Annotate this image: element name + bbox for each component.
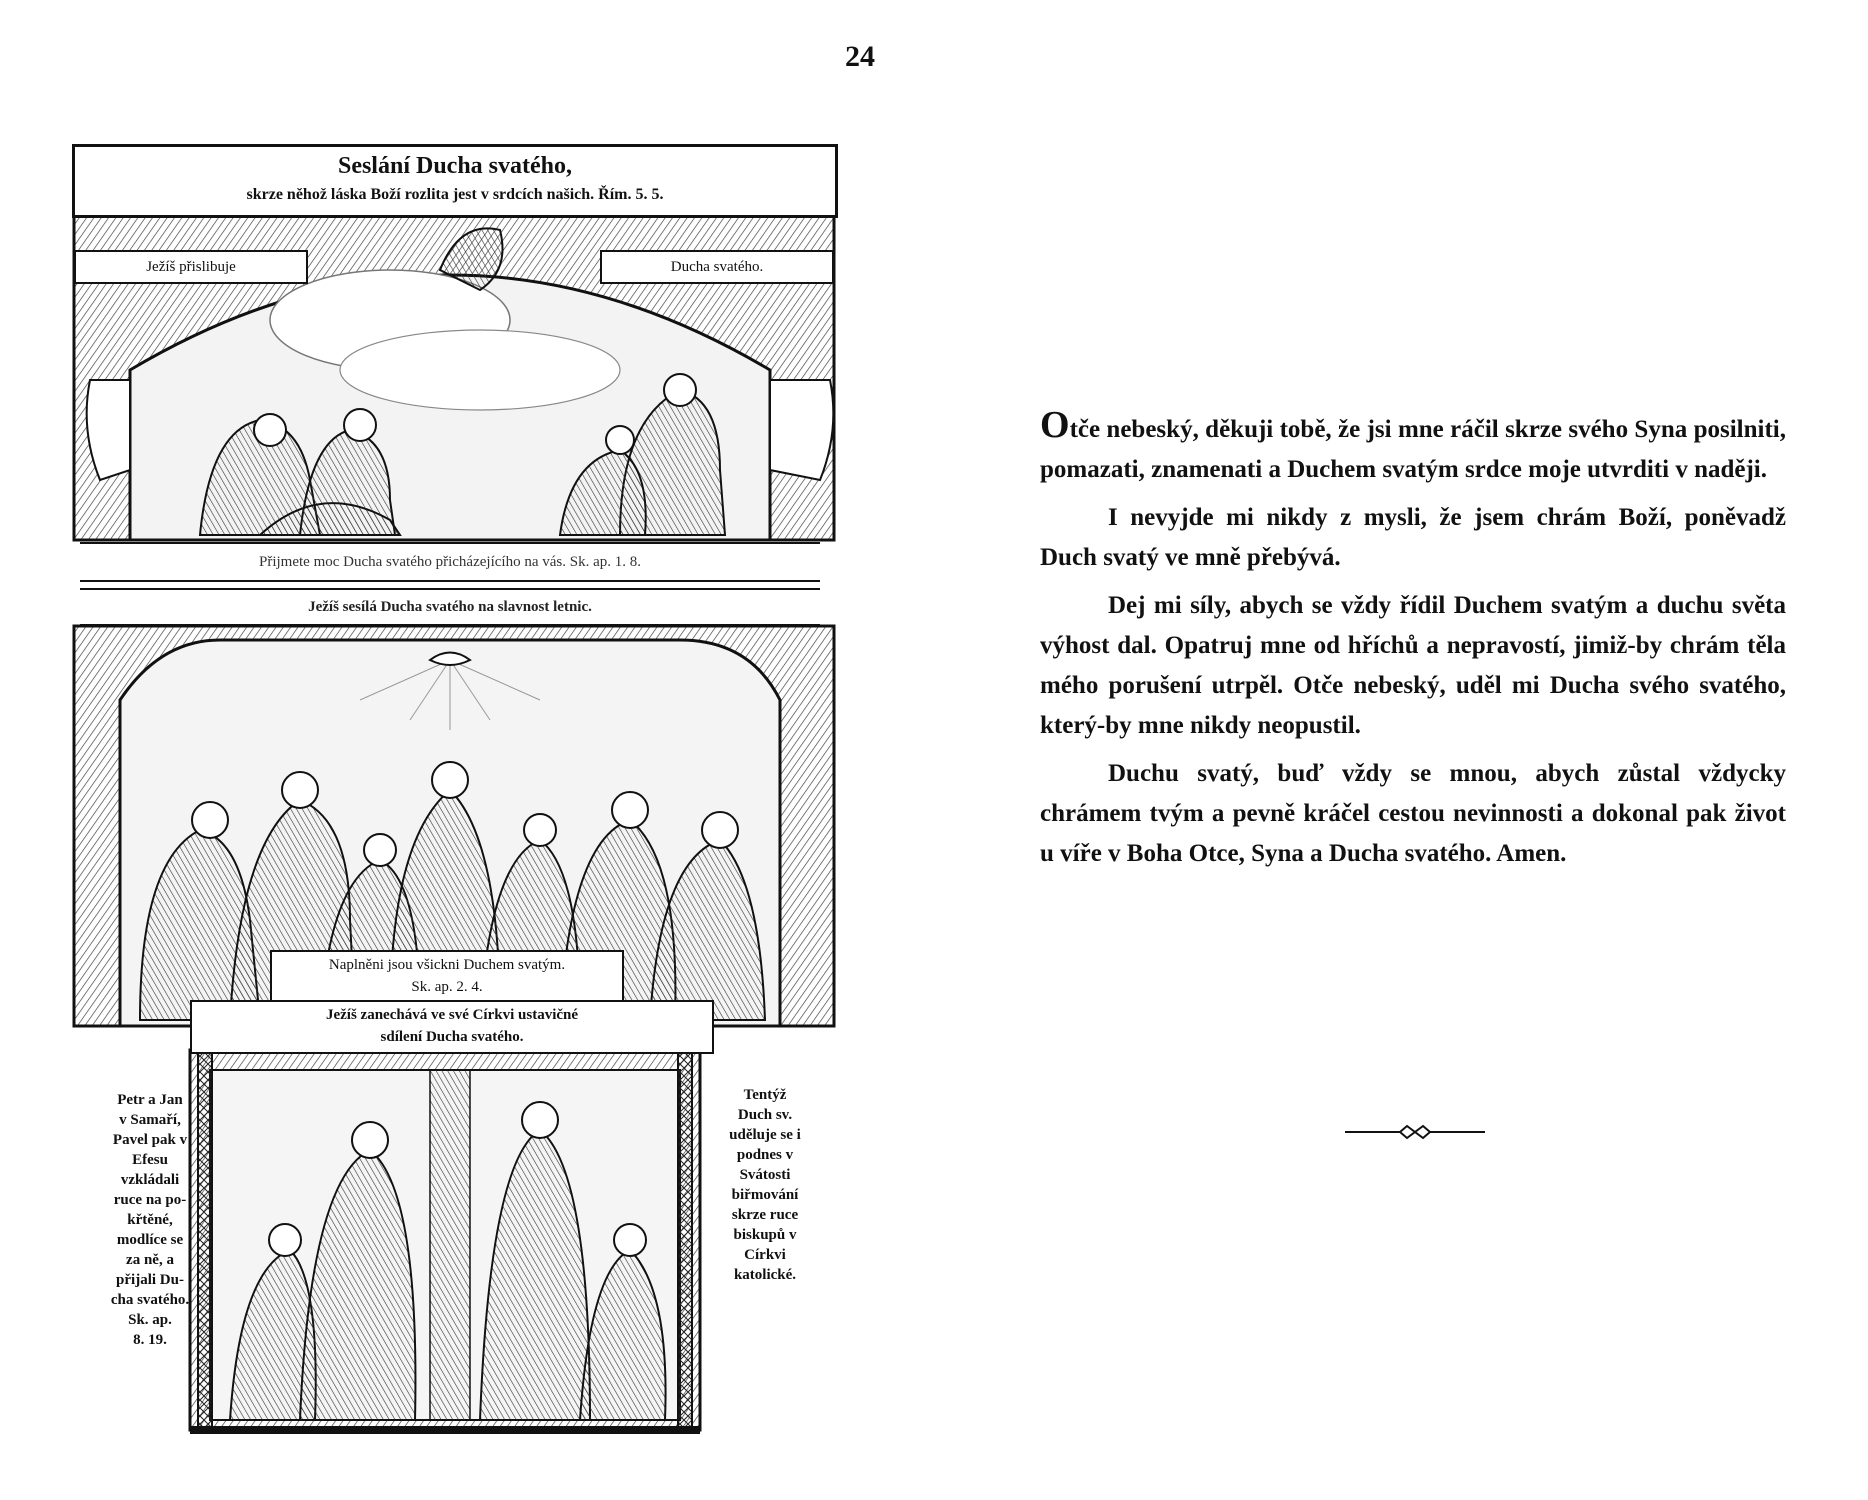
- caption-band-promise: Přijmete moc Ducha svatého přicházejícího na vás. Sk. ap. 1. 8.: [80, 542, 820, 582]
- scroll-label-right: Ducha svatého.: [600, 250, 834, 284]
- side-note-left: Petr a Jan v Samaří, Pavel pak v Efesu vzkládali ruce na po- křtěné, modlíce se za ně, a přijali Du- cha svatého. Sk. ap. 8. 19.: [110, 1092, 190, 1348]
- prayer-paragraph-1: [1040, 405, 1786, 490]
- plate-subtitle: skrze něhož láska Boží rozlita jest v srdcích našich. Řím. 5. 5.: [246, 186, 664, 203]
- caption-filled-line1: Naplněni jsou všickni Duchem svatým.: [328, 957, 566, 973]
- caption-filled-line2: Sk. ap. 2. 4.: [411, 979, 483, 995]
- caption-church: [190, 1000, 714, 1054]
- caption-band-pentecost: Ježíš sesílá Ducha svatého na slavnost letnic.: [80, 588, 820, 626]
- side-note-right: Tentýž Duch sv. uděluje se i podnes v Svátosti biřmování skrze ruce biskupů v Církvi katolické.: [729, 1087, 801, 1283]
- caption-filled-with-spirit: [270, 950, 624, 1004]
- ornament-divider-icon: [1345, 1122, 1485, 1142]
- caption-church-line1: Ježíš zanechává ve své Církvi ustavičné: [325, 1007, 579, 1023]
- caption-church-line2: sdílení Ducha svatého.: [380, 1029, 524, 1045]
- prayer-text: [1040, 405, 1786, 882]
- prayer-paragraph-1-text: tče nebeský, děkuji tobě, že jsi mne ráčil skrze svého Syna posilniti, pomazati, znamenati a Duchem svatým srdce moje utvrditi v naději.: [1040, 416, 1786, 483]
- scroll-label-left: Ježíš přislibuje: [74, 250, 308, 284]
- prayer-paragraph-4: Duchu svatý, buď vždy se mnou, abych zůstal vždycky chrámem tvým a pevně kráčel cestou nevinnosti a dokonal pak život u víře v Boha Otce, Syna a Ducha svatého. Amen.: [1040, 760, 1786, 867]
- page-number: 24: [845, 40, 875, 73]
- engraving-plate: [60, 140, 860, 1440]
- prayer-paragraph-3: Dej mi síly, abych se vždy řídil Duchem svatým a duchu světa výhost dal. Opatruj mne od hříchů a nepravostí, jimiž-by chrám těla mého porušení utrpěl. Otče nebeský, uděl mi Ducha svého svatého, který-by mne nikdy neopustil.: [1040, 592, 1786, 739]
- drop-cap: O: [1040, 404, 1070, 446]
- plate-title: Seslání Ducha svatého,: [337, 153, 573, 179]
- prayer-paragraph-2: I nevyjde mi nikdy z mysli, že jsem chrám Boží, poněvadž Duch svatý ve mně přebývá.: [1040, 504, 1786, 571]
- plate-title-banner: [72, 144, 838, 218]
